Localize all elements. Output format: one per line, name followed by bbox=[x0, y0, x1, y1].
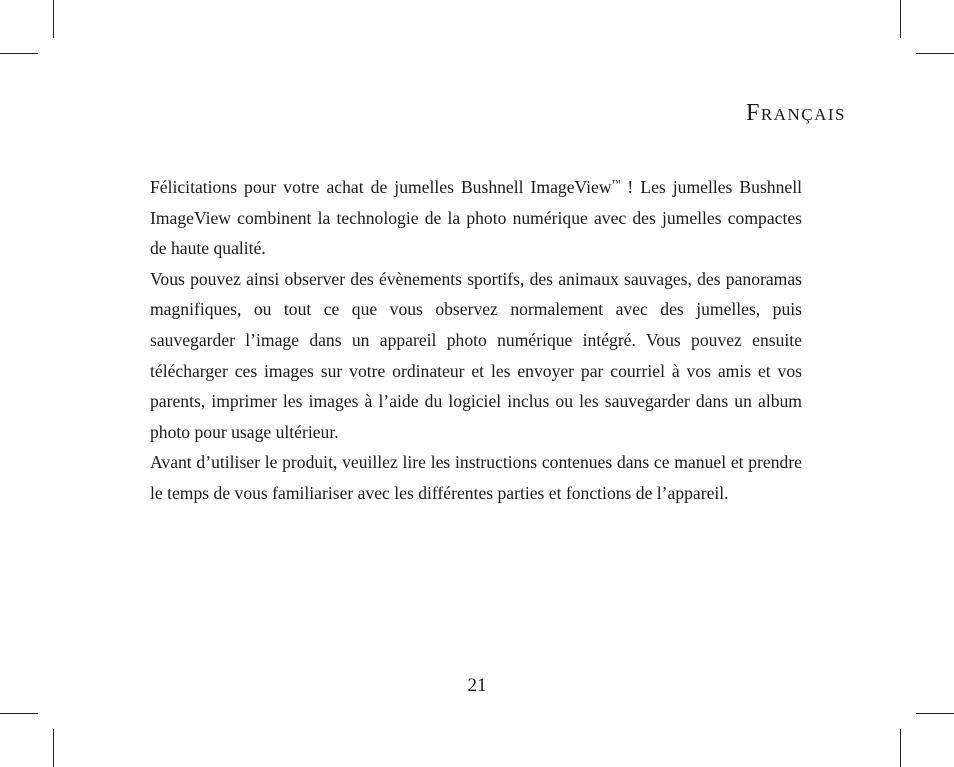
intro-text-end: ! Les jumelles Bushnell ImageView combinent la technologie de la photo numérique avec des jumelles compactes de haute qualité. bbox=[150, 177, 802, 259]
crop-mark-bottom-right-vertical bbox=[900, 729, 901, 767]
paragraph-instructions: Avant d’utiliser le produit, veuillez lire les instructions contenues dans ce manuel et prendre le temps de vous familiariser avec les différentes parties et fonctions de l’appareil. bbox=[150, 452, 802, 503]
body-text bbox=[150, 172, 802, 509]
page-number: 21 bbox=[467, 675, 487, 696]
paragraph-usage: Vous pouvez ainsi observer des évènements sportifs, des animaux sauvages, des panoramas magnifiques, ou tout ce que vous observez normalement avec des jumelles, puis sauvegarder l’image dans un appareil photo numérique intégré. Vous pouvez ensuite télécharger ces images sur votre ordinateur et les envoyer par courriel à vos amis et vos parents, imprimer les images à l’aide du logiciel inclus ou les sauvegarder dans un album photo pour usage ultérieur. bbox=[150, 268, 802, 442]
trademark-symbol: ™ bbox=[611, 178, 621, 189]
crop-mark-top-right-vertical bbox=[900, 0, 901, 38]
crop-mark-bottom-left-horizontal bbox=[0, 713, 38, 714]
crop-mark-top-right-horizontal bbox=[916, 53, 954, 54]
crop-mark-bottom-left-vertical bbox=[53, 729, 54, 767]
crop-mark-bottom-right-horizontal bbox=[916, 713, 954, 714]
intro-text-start: Félicitations pour votre achat de jumelles Bushnell ImageView bbox=[150, 177, 612, 197]
paragraph-intro bbox=[150, 172, 802, 264]
crop-mark-top-left-horizontal bbox=[0, 53, 38, 54]
section-language-header: Français bbox=[746, 100, 846, 126]
crop-mark-top-left-vertical bbox=[53, 0, 54, 38]
